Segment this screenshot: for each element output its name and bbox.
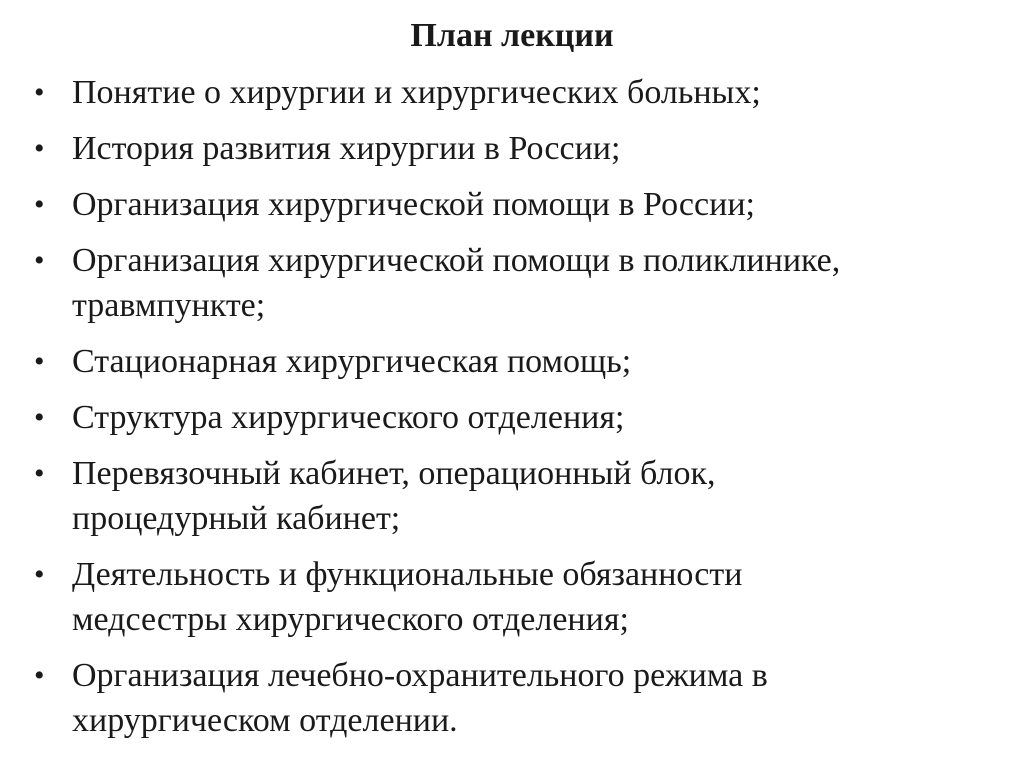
list-item [30, 653, 1005, 743]
bullet-icon: • [34, 244, 45, 277]
list-item [30, 126, 1005, 171]
list-item-text: Организация хирургической помощи в поликлинике, травмпункте; [72, 242, 841, 324]
slide-title-text: План лекции [410, 17, 614, 54]
list-item-text: Перевязочный кабинет, операционный блок, процедурный кабинет; [72, 455, 716, 537]
bullet-icon: • [34, 558, 45, 591]
list-item [30, 451, 1005, 541]
list-item-text: Организация хирургической помощи в России; [72, 186, 755, 223]
slide-title [0, 14, 1024, 58]
bullet-icon: • [34, 457, 45, 490]
bullet-icon: • [34, 659, 45, 692]
lecture-plan-list [30, 70, 1005, 754]
bullet-icon: • [34, 188, 45, 221]
bullet-icon: • [34, 401, 45, 434]
bullet-icon: • [34, 132, 45, 165]
list-item-text: Структура хирургического отделения; [72, 399, 625, 436]
list-item-text: История развития хирургии в России; [72, 130, 621, 167]
list-item-text: Организация лечебно-охранительного режима в хирургическом отделении. [72, 657, 768, 739]
list-item [30, 182, 1005, 227]
list-item [30, 395, 1005, 440]
list-item-text: Понятие о хирургии и хирургических больных; [72, 74, 761, 111]
list-item-text: Деятельность и функциональные обязанности медсестры хирургического отделения; [72, 556, 743, 638]
bullet-icon: • [34, 345, 45, 378]
list-item [30, 552, 1005, 642]
bullet-icon: • [34, 76, 45, 109]
list-item [30, 339, 1005, 384]
list-item [30, 70, 1005, 115]
list-item [30, 238, 1005, 328]
list-item-text: Стационарная хирургическая помощь; [72, 343, 632, 380]
